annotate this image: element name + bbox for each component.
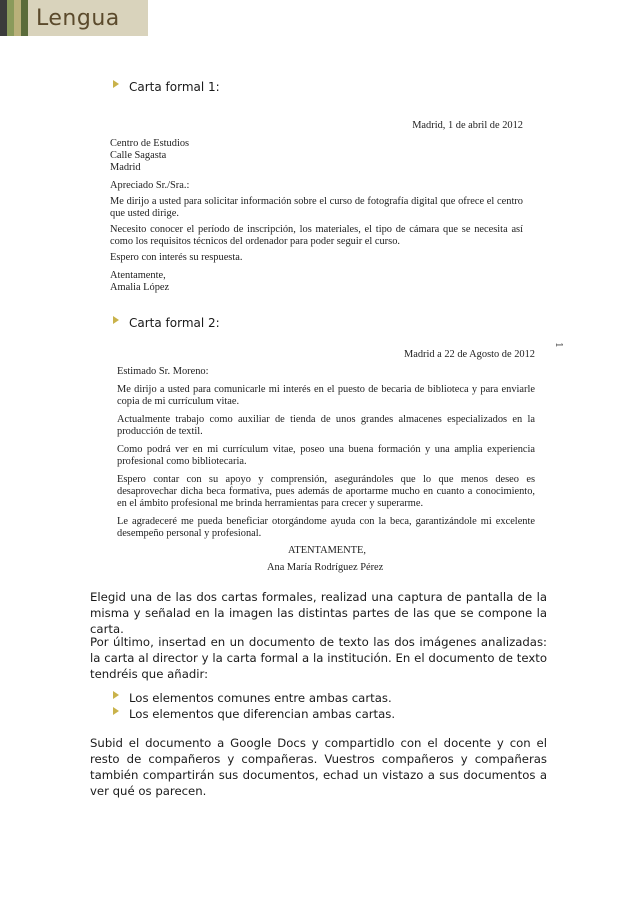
letter2-p4-line1: Espero contar con su apoyo y comprensión, asegurándoles que lo que menos deseo es [117,474,535,485]
letter1-closing: Atentamente, [110,270,166,281]
header-tab [0,0,148,36]
letter1-date: Madrid, 1 de abril de 2012 [412,120,523,131]
letter2-p3-line1: Como podrá ver en mi currículum vitae, poseo una buena formación y una amplia experiencia [117,444,535,455]
header-bar-1 [0,0,7,36]
instructions-bullet-1 [113,691,392,705]
letter1-recipient-3: Madrid [110,162,141,173]
letter2-p2-line1: Actualmente trabajo como auxiliar de tienda de unos grandes almacenes especializados en la [117,414,535,425]
letter2-side-mark: 1 [552,342,563,348]
instructions-p3: Subid el documento a Google Docs y compartidlo con el docente y con el resto de compañeros y compañeras. Vuestros compañeros y compañeras también compartirán sus documentos, echad un vistazo a sus documentos a ver qué os parecen. [90,736,547,798]
letter2-p1-line1: Me dirijo a usted para comunicarle mi interés en el puesto de becaria de biblioteca y para enviarle [117,384,535,395]
letter2-p4-line2: desaprovechar dicha beca formativa, pues además de aportarme mucho en cuanto a conocimiento, [117,486,535,497]
letter2-p4-line3: en el ámbito profesional me brinda herramientas para crecer y superarme. [117,498,424,509]
letter2-p3-line2: profesional como bibliotecaria. [117,456,247,467]
letter2-p1-line2: copia de mi currículum vitae. [117,396,240,407]
instructions-bullet-2 [113,707,395,721]
letter1-recipient-2: Calle Sagasta [110,150,167,161]
triangle-bullet-icon [113,316,119,324]
letter2-signature: Ana María Rodríguez Pérez [267,562,384,573]
header-bar-3 [14,0,21,36]
letter2-greeting: Estimado Sr. Moreno: [117,366,209,377]
section1-label: Carta formal 1: [129,80,220,94]
triangle-bullet-icon [113,80,119,88]
section2-bullet [113,316,220,330]
letter2-closing: ATENTAMENTE, [288,545,366,556]
header-title: Lengua [36,5,120,31]
letter2-p5-line2: desempeño personal y profesional. [117,528,262,539]
letter1 [110,120,523,300]
instructions-bullet-1-text: Los elementos comunes entre ambas cartas. [129,691,392,705]
letter2 [117,349,535,574]
instructions-p2: Por último, insertad en un documento de texto las dos imágenes analizadas: la carta al director y la carta formal a la institución. En el documento de texto tendréis que añadir: [90,635,547,681]
letter1-signature: Amalia López [110,282,170,293]
letter2-p5-line1: Le agradeceré me pueda beneficiar otorgándome ayuda con la beca, garantizándole mi excelente [117,516,535,527]
header-bar-2 [7,0,14,36]
instructions-bullet-2-text: Los elementos que diferencian ambas cartas. [129,707,396,721]
section1-bullet [113,80,220,94]
letter1-p3: Espero con interés su respuesta. [110,252,243,263]
letter2-date: Madrid a 22 de Agosto de 2012 [403,349,535,360]
letter1-p2-line1: Necesito conocer el período de inscripción, los materiales, el tipo de cámara que se necesita así [110,224,523,235]
letter2-p2-line2: producción de textil. [117,426,203,437]
section2-label: Carta formal 2: [129,316,220,330]
letter1-p1-line1: Me dirijo a usted para solicitar información sobre el curso de fotografía digital que ofrece el centro [110,196,523,207]
triangle-bullet-icon [113,691,119,699]
header-bar-4 [21,0,28,36]
instructions-p1: Elegid una de las dos cartas formales, realizad una captura de pantalla de la misma y señalad en la imagen las distintas partes de las que se compone la carta. [90,590,547,636]
letter1-greeting: Apreciado Sr./Sra.: [110,180,190,191]
header-color-bars [0,0,28,36]
triangle-bullet-icon [113,707,119,715]
letter1-recipient-1: Centro de Estudios [110,138,190,149]
letter1-p1-line2: que usted dirige. [110,208,179,219]
letter1-p2-line2: como los requisitos técnicos del ordenador para poder seguir el curso. [110,236,400,247]
